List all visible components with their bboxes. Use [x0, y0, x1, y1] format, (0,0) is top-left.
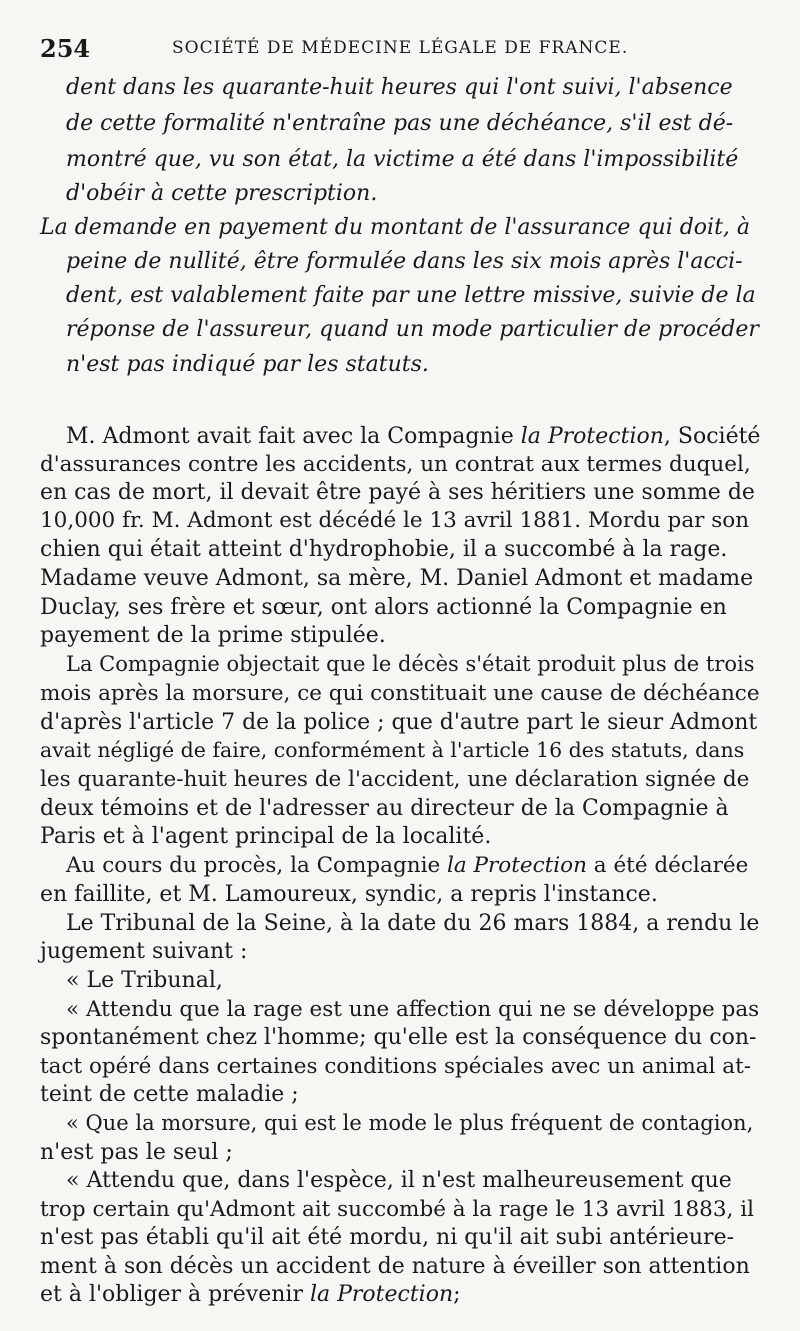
- summary-line: de cette formalité n'entraîne pas une déchéance, s'il est dé-: [66, 111, 734, 136]
- running-title: SOCIÉTÉ DE MÉDECINE LÉGALE DE FRANCE.: [172, 38, 629, 58]
- body-line: n'est pas le seul ;: [40, 1140, 233, 1165]
- body-line: La Compagnie objectait que le décès s'était produit plus de trois: [66, 652, 755, 676]
- body-line: en cas de mort, il devait être payé à ses héritiers une somme de: [40, 480, 755, 505]
- body-line: 10,000 fr. M. Admont est décédé le 13 avril 1881. Mordu par son: [40, 508, 750, 533]
- body-line: jugement suivant :: [40, 939, 248, 964]
- body-line: en faillite, et M. Lamoureux, syndic, a repris l'instance.: [40, 882, 658, 907]
- body-line: avait négligé de faire, conformément à l'article 16 des statuts, dans: [40, 738, 745, 762]
- body-line: deux témoins et de l'adresser au directeur de la Compagnie à: [40, 796, 729, 821]
- body-line: et à l'obliger à prévenir la Protection;: [40, 1282, 461, 1307]
- body-line: Le Tribunal de la Seine, à la date du 26 mars 1884, a rendu le: [66, 911, 760, 936]
- body-line: « Que la morsure, qui est le mode le plus fréquent de contagion,: [66, 1111, 754, 1135]
- summary-line: dent dans les quarante-huit heures qui l'ont suivi, l'absence: [66, 75, 733, 100]
- summary-line: dent, est valablement faite par une lettre missive, suivie de la: [66, 283, 756, 308]
- body-line: trop certain qu'Admont ait succombé à la rage le 13 avril 1883, il: [40, 1197, 754, 1222]
- body-line: tact opéré dans certaines conditions spéciales avec un animal at-: [40, 1054, 751, 1079]
- body-line: Au cours du procès, la Compagnie la Protection a été déclarée: [66, 853, 749, 878]
- summary-line: montré que, vu son état, la victime a été dans l'impossibilité: [66, 147, 739, 172]
- summary-line: réponse de l'assureur, quand un mode particulier de procéder: [66, 317, 759, 342]
- body-line: n'est pas établi qu'il ait été mordu, ni qu'il ait subi antérieure-: [40, 1225, 735, 1250]
- summary-line: peine de nullité, être formulée dans les six mois après l'acci-: [66, 249, 743, 274]
- body-line: « Le Tribunal,: [66, 968, 223, 993]
- body-line: d'assurances contre les accidents, un contrat aux termes duquel,: [40, 452, 751, 477]
- body-line: M. Admont avait fait avec la Compagnie la Protection, Société: [66, 424, 761, 449]
- body-line: d'après l'article 7 de la police ; que d'autre part le sieur Admont: [40, 710, 758, 735]
- body-line: « Attendu que, dans l'espèce, il n'est malheureusement que: [66, 1168, 732, 1193]
- page-number: 254: [40, 34, 91, 63]
- body-line: les quarante-huit heures de l'accident, une déclaration signée de: [40, 767, 750, 792]
- body-line: « Attendu que la rage est une affection qui ne se développe pas: [66, 997, 760, 1022]
- body-line: ment à son décès un accident de nature à éveiller son attention: [40, 1254, 750, 1279]
- body-line: payement de la prime stipulée.: [40, 623, 386, 648]
- page-header: [40, 34, 760, 64]
- summary-line: n'est pas indiqué par les statuts.: [66, 352, 429, 377]
- body-line: chien qui était atteint d'hydrophobie, il a succombé à la rage.: [40, 537, 728, 562]
- body-line: spontanément chez l'homme; qu'elle est la conséquence du con-: [40, 1025, 757, 1050]
- summary-line: La demande en payement du montant de l'assurance qui doit, à: [40, 215, 751, 240]
- body-line: mois après la morsure, ce qui constituait une cause de déchéance: [40, 681, 760, 706]
- body-line: Duclay, ses frère et sœur, ont alors actionné la Compagnie en: [40, 595, 727, 620]
- body-line: Paris et à l'agent principal de la localité.: [40, 824, 492, 849]
- body-line: Madame veuve Admont, sa mère, M. Daniel Admont et madame: [40, 566, 754, 591]
- summary-line: d'obéir à cette prescription.: [66, 181, 378, 206]
- body-line: teint de cette maladie ;: [40, 1082, 299, 1107]
